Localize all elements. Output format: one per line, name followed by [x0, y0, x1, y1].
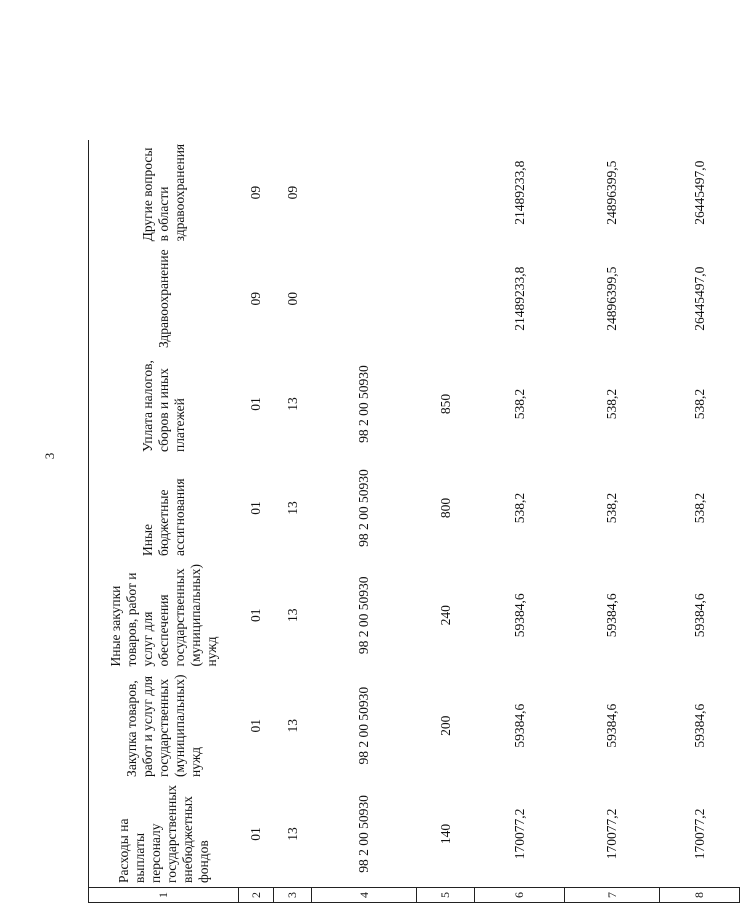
- row-value-cell: 170077,2: [604, 808, 620, 860]
- row-value-cell: 98 2 00 50930: [356, 795, 372, 873]
- column-header: 7: [565, 888, 660, 903]
- row-value-cell: 538,2: [511, 492, 527, 524]
- row-value-cell: 00: [284, 291, 300, 306]
- table-col-2: [239, 140, 274, 903]
- row-value-cell: 09: [248, 291, 264, 306]
- row-value-cell: 13: [284, 397, 300, 411]
- row-value-cell: 98 2 00 50930: [356, 686, 372, 765]
- row-value-cell: [312, 140, 417, 246]
- row-name-cell: Расходы на выплаты персоналу государственных внебюджетных фондов: [89, 781, 239, 888]
- row-name-cell: Уплата налогов, сборов и иных платежей: [89, 352, 239, 456]
- row-value-cell: 800: [437, 497, 453, 519]
- row-value-cell: 538,2: [604, 492, 620, 524]
- table-col-7: [565, 140, 660, 903]
- row-value-cell: 538,2: [691, 388, 707, 420]
- row-name-cell: Здравоохранение: [89, 245, 239, 352]
- row-value-cell: 850: [437, 393, 453, 415]
- row-value-cell: [312, 245, 417, 352]
- column-header: 2: [239, 888, 274, 903]
- row-value-cell: 01: [248, 397, 264, 411]
- budget-table: [88, 140, 740, 903]
- row-value-cell: 538,2: [604, 388, 620, 420]
- row-value-cell: 98 2 00 50930: [356, 365, 372, 443]
- row-value-cell: 13: [284, 501, 300, 515]
- row-value-cell: 21489233,8: [511, 160, 527, 225]
- column-header: 6: [475, 888, 565, 903]
- table-col-5: [417, 140, 475, 903]
- row-value-cell: 59384,6: [691, 593, 707, 638]
- row-value-cell: 26445497,0: [691, 266, 707, 331]
- column-header: 8: [660, 888, 740, 903]
- row-value-cell: 59384,6: [511, 593, 527, 638]
- column-header: 4: [312, 888, 417, 903]
- row-value-cell: 01: [248, 718, 264, 733]
- table-col-8: [660, 140, 740, 903]
- row-value-cell: 13: [284, 827, 300, 841]
- row-value-cell: 538,2: [511, 388, 527, 420]
- row-name-cell: Иные закупки товаров, работ и услуг для обеспечения государственных (муниципальных) нужд: [89, 560, 239, 670]
- row-value-cell: 59384,6: [511, 703, 527, 748]
- row-value-cell: 26445497,0: [691, 160, 707, 225]
- row-value-cell: 98 2 00 50930: [356, 469, 372, 547]
- table-col-4: [312, 140, 417, 903]
- row-value-cell: 24896399,5: [604, 160, 620, 225]
- row-value-cell: [417, 245, 475, 352]
- row-value-cell: 21489233,8: [511, 266, 527, 331]
- table-col-6: [475, 140, 565, 903]
- column-header: 3: [274, 888, 312, 903]
- table-col-1: [89, 140, 239, 903]
- row-value-cell: 170077,2: [691, 808, 707, 860]
- row-value-cell: 09: [248, 185, 264, 200]
- row-value-cell: [417, 140, 475, 246]
- row-value-cell: 09: [284, 185, 300, 200]
- row-value-cell: 59384,6: [691, 703, 707, 748]
- row-value-cell: 98 2 00 50930: [356, 576, 372, 655]
- row-value-cell: 240: [437, 605, 453, 626]
- row-value-cell: 24896399,5: [604, 266, 620, 331]
- row-value-cell: 170077,2: [511, 808, 527, 860]
- column-header: 1: [89, 888, 239, 903]
- row-value-cell: 13: [284, 718, 300, 733]
- row-value-cell: 538,2: [691, 492, 707, 524]
- row-value-cell: 59384,6: [604, 593, 620, 638]
- page-number: 3: [42, 452, 57, 460]
- row-value-cell: 200: [437, 715, 453, 736]
- row-value-cell: 59384,6: [604, 703, 620, 748]
- row-name-cell: Другие вопросы в области здравоохранения: [89, 140, 239, 246]
- row-value-cell: 13: [284, 608, 300, 623]
- row-value-cell: 01: [248, 827, 264, 841]
- rotated-table-container: [88, 3, 707, 903]
- row-value-cell: 01: [248, 608, 264, 623]
- table-col-3: [274, 140, 312, 903]
- row-value-cell: 140: [437, 823, 453, 845]
- row-name-cell: Иные бюджетные ассигнования: [89, 456, 239, 560]
- row-name-cell: Закупка товаров, работ и услуг для государственных (муниципальных) нужд: [89, 670, 239, 780]
- column-header: 5: [417, 888, 475, 903]
- row-value-cell: 01: [248, 501, 264, 515]
